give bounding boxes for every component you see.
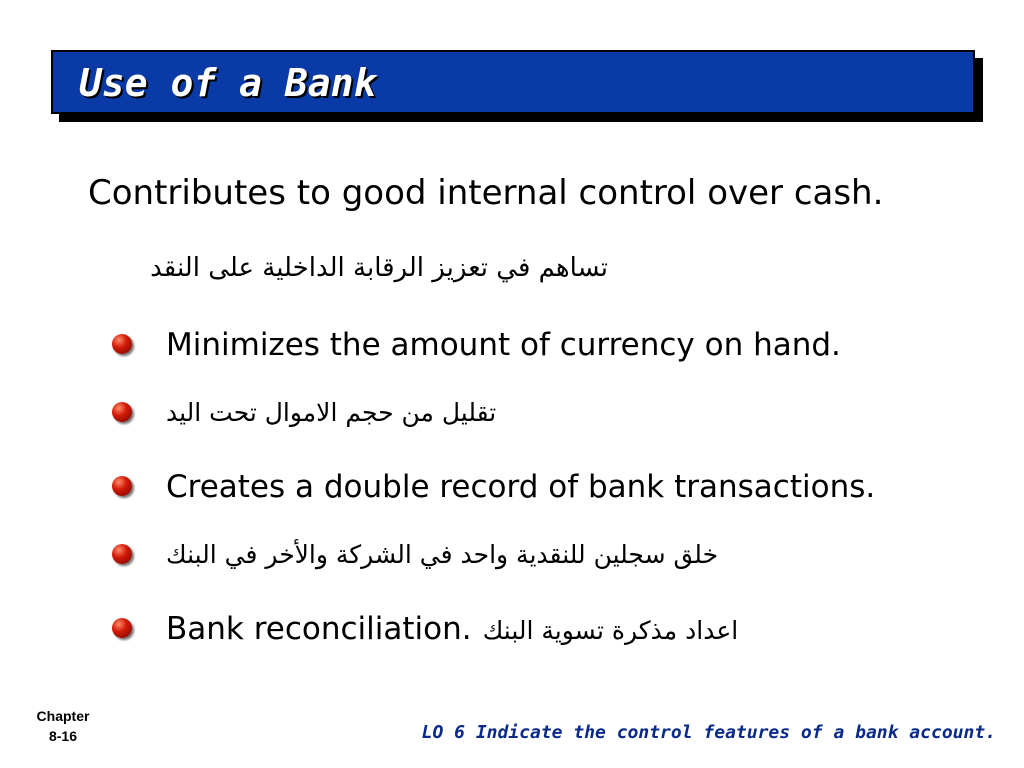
learning-objective: LO 6 Indicate the control features of a bank account. [421, 722, 996, 743]
bullet-icon [112, 618, 132, 638]
chapter-label-block [28, 706, 98, 746]
slide-title: Use of a Bank [79, 61, 377, 105]
bullet-text: Minimizes the amount of currency on hand. [166, 327, 841, 363]
bullet-text [166, 606, 738, 657]
bullet-text: خلق سجلين للنقدية واحد في الشركة والأخر في البنك [166, 540, 719, 569]
chapter-label: Chapter [36, 708, 90, 724]
title-bar [51, 50, 975, 114]
bullet-icon [112, 544, 132, 564]
bullet-icon [112, 402, 132, 422]
bullet-icon [112, 334, 132, 354]
bullet-text-english: Bank reconciliation. [166, 611, 472, 647]
chapter-number: 8-16 [48, 728, 78, 744]
bullet-icon [112, 476, 132, 496]
bullet-text: تقليل من حجم الاموال تحت اليد [166, 398, 497, 427]
bullet-text-arabic: اعداد مذكرة تسوية البنك [482, 616, 739, 645]
main-point-english: Contributes to good internal control over cash. [88, 173, 884, 213]
main-point-arabic: تساهم في تعزيز الرقابة الداخلية على النقد [150, 253, 608, 283]
bullet-text: Creates a double record of bank transactions. [166, 469, 876, 505]
